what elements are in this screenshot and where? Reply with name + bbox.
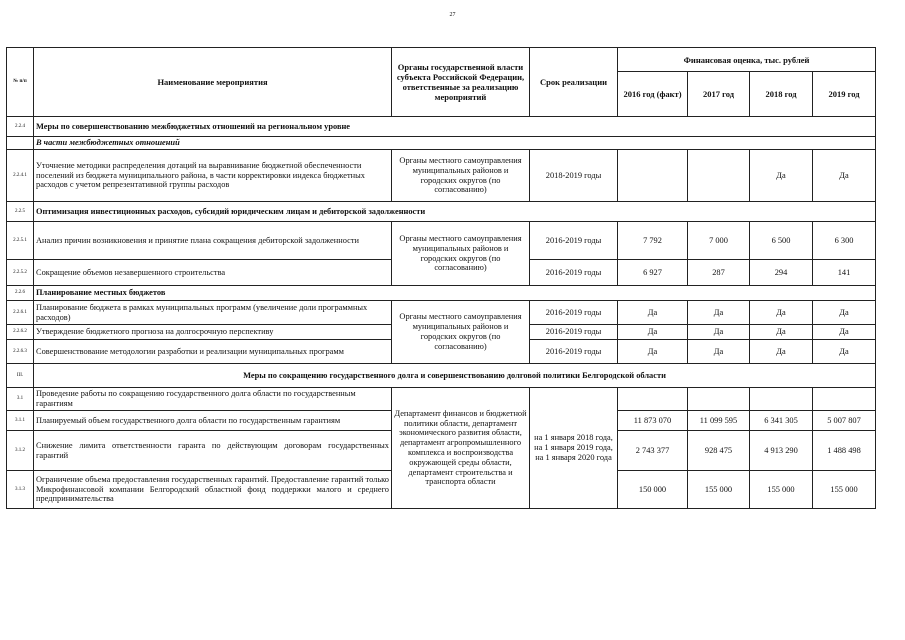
table-row xyxy=(7,301,876,325)
row-term: 2016-2019 годы xyxy=(530,260,618,286)
row-value-2018: Да xyxy=(750,325,813,340)
section-title: Оптимизация инвестиционных расходов, субсидий юридическим лицам и дебиторской задолженности xyxy=(34,202,876,222)
row-value-2016: Да xyxy=(618,325,688,340)
header-name: Наименование мероприятия xyxy=(34,48,392,117)
row-value-2017: 287 xyxy=(688,260,750,286)
section-row xyxy=(7,202,876,222)
header-year-2019: 2019 год xyxy=(813,72,876,117)
row-name: Уточнение методики распределения дотаций на выравнивание бюджетной обеспеченности поселений из бюджета муниципального района, в части корректировки индекса бюджетных расходов с учетом репрезентативной группы расходов xyxy=(34,150,392,202)
section-num: 2.2.5 xyxy=(7,202,34,222)
row-value-2016: Да xyxy=(618,301,688,325)
row-num: 2.2.6.2 xyxy=(7,325,34,340)
row-org: Органы местного самоуправления муниципальных районов и городских округов (по согласованию) xyxy=(392,301,530,364)
header-finance: Финансовая оценка, тыс. рублей xyxy=(618,48,876,72)
row-value-2019: 1 488 498 xyxy=(813,431,876,471)
row-name: Утверждение бюджетного прогноза на долгосрочную перспективу xyxy=(34,325,392,340)
row-num: 2.2.6.1 xyxy=(7,301,34,325)
row-num: 3.1 xyxy=(7,388,34,411)
row-value-2019: Да xyxy=(813,301,876,325)
section-title: Планирование местных бюджетов xyxy=(34,286,876,301)
row-num: 3.1.1 xyxy=(7,411,34,431)
row-value-2016: Да xyxy=(618,340,688,364)
row-name: Ограничение объема предоставления государственных гарантий. Предоставление гарантий только Микрофинансовой компании Белгородский областной фонд поддержки малого и среднего предпринимательства xyxy=(34,471,392,509)
row-value-2016: 150 000 xyxy=(618,471,688,509)
row-term: 2016-2019 годы xyxy=(530,340,618,364)
page-number: 27 xyxy=(449,12,456,18)
row-value-2016: 7 792 xyxy=(618,222,688,260)
row-value-2019: 5 007 807 xyxy=(813,411,876,431)
row-value-2016: 11 873 070 xyxy=(618,411,688,431)
row-term: 2016-2019 годы xyxy=(530,325,618,340)
row-value-2017: 7 000 xyxy=(688,222,750,260)
row-value-2017: Да xyxy=(688,301,750,325)
row-value-2018: 294 xyxy=(750,260,813,286)
row-value-2017: Да xyxy=(688,340,750,364)
row-term: 2016-2019 годы xyxy=(530,222,618,260)
subsection-row xyxy=(7,137,876,150)
row-name: Планирование бюджета в рамках муниципальных программ (увеличение доли программных расходов) xyxy=(34,301,392,325)
row-value-2018: 6 341 305 xyxy=(750,411,813,431)
row-value-2017: 928 475 xyxy=(688,431,750,471)
row-value-2016: 6 927 xyxy=(618,260,688,286)
row-value-2018: Да xyxy=(750,340,813,364)
table-row xyxy=(7,150,876,202)
row-value-2018: 4 913 290 xyxy=(750,431,813,471)
row-term: 2016-2019 годы xyxy=(530,301,618,325)
empty-cell xyxy=(618,388,688,411)
row-num: 2.2.5.1 xyxy=(7,222,34,260)
header-year-2017: 2017 год xyxy=(688,72,750,117)
section-num: III. xyxy=(7,364,34,388)
row-num: 2.2.6.3 xyxy=(7,340,34,364)
header-row-1 xyxy=(7,48,876,72)
row-org: Органы местного самоуправления муниципальных районов и городских округов (по согласованию) xyxy=(392,150,530,202)
empty-cell xyxy=(813,388,876,411)
row-num: 3.1.2 xyxy=(7,431,34,471)
row-name: Совершенствование методологии разработки и реализации муниципальных программ xyxy=(34,340,392,364)
row-value-2019: Да xyxy=(813,325,876,340)
row-name: Снижение лимита ответственности гаранта по действующим договорам государственных гарантий xyxy=(34,431,392,471)
table-row xyxy=(7,222,876,260)
header-org: Органы государственной власти субъекта Российской Федерации, ответственные за реализацию мероприятий xyxy=(392,48,530,117)
row-value-2018: 6 500 xyxy=(750,222,813,260)
row-value-2018: 155 000 xyxy=(750,471,813,509)
section-row xyxy=(7,286,876,301)
row-value-2017: Да xyxy=(688,325,750,340)
row-value-2019: 155 000 xyxy=(813,471,876,509)
row-value-2017 xyxy=(688,150,750,202)
empty-cell xyxy=(750,388,813,411)
row-num: 2.2.5.2 xyxy=(7,260,34,286)
plan-table xyxy=(6,47,876,509)
row-value-2016: 2 743 377 xyxy=(618,431,688,471)
row-term: 2018-2019 годы xyxy=(530,150,618,202)
row-term: на 1 января 2018 года, на 1 января 2019 года, на 1 января 2020 года xyxy=(530,388,618,509)
header-year-2016: 2016 год (факт) xyxy=(618,72,688,117)
row-value-2019: 141 xyxy=(813,260,876,286)
section-num: 2.2.4 xyxy=(7,117,34,137)
empty-cell xyxy=(688,388,750,411)
section-row xyxy=(7,117,876,137)
row-name: Анализ причин возникновения и принятие плана сокращения дебиторской задолженности xyxy=(34,222,392,260)
section-row xyxy=(7,364,876,388)
row-value-2018: Да xyxy=(750,150,813,202)
row-value-2018: Да xyxy=(750,301,813,325)
row-value-2019: Да xyxy=(813,340,876,364)
empty-cell xyxy=(7,137,34,150)
header-num: № п/п xyxy=(7,48,34,117)
table-row xyxy=(7,388,876,411)
header-term: Срок реализации xyxy=(530,48,618,117)
row-value-2019: Да xyxy=(813,150,876,202)
section-title: Меры по сокращению государственного долга и совершенствованию долговой политики Белгородской области xyxy=(34,364,876,388)
row-num: 3.1.3 xyxy=(7,471,34,509)
section-title: Меры по совершенствованию межбюджетных отношений на региональном уровне xyxy=(34,117,876,137)
row-org: Органы местного самоуправления муниципальных районов и городских округов (по согласованию) xyxy=(392,222,530,286)
subsection-title: В части межбюджетных отношений xyxy=(34,137,876,150)
row-value-2017: 155 000 xyxy=(688,471,750,509)
section-num: 2.2.6 xyxy=(7,286,34,301)
row-name: Проведение работы по сокращению государственного долга области по государственным гарантиям xyxy=(34,388,392,411)
row-org: Департамент финансов и бюджетной политики области, департамент экономического развития области, департамент агропромышленного комплекса и воспроизводства окружающей среды области, департамент строительства и транспорта области xyxy=(392,388,530,509)
row-name: Сокращение объемов незавершенного строительства xyxy=(34,260,392,286)
row-value-2017: 11 099 595 xyxy=(688,411,750,431)
row-value-2019: 6 300 xyxy=(813,222,876,260)
row-value-2016 xyxy=(618,150,688,202)
header-year-2018: 2018 год xyxy=(750,72,813,117)
row-name: Планируемый объем государственного долга области по государственным гарантиям xyxy=(34,411,392,431)
row-num: 2.2.4.1 xyxy=(7,150,34,202)
